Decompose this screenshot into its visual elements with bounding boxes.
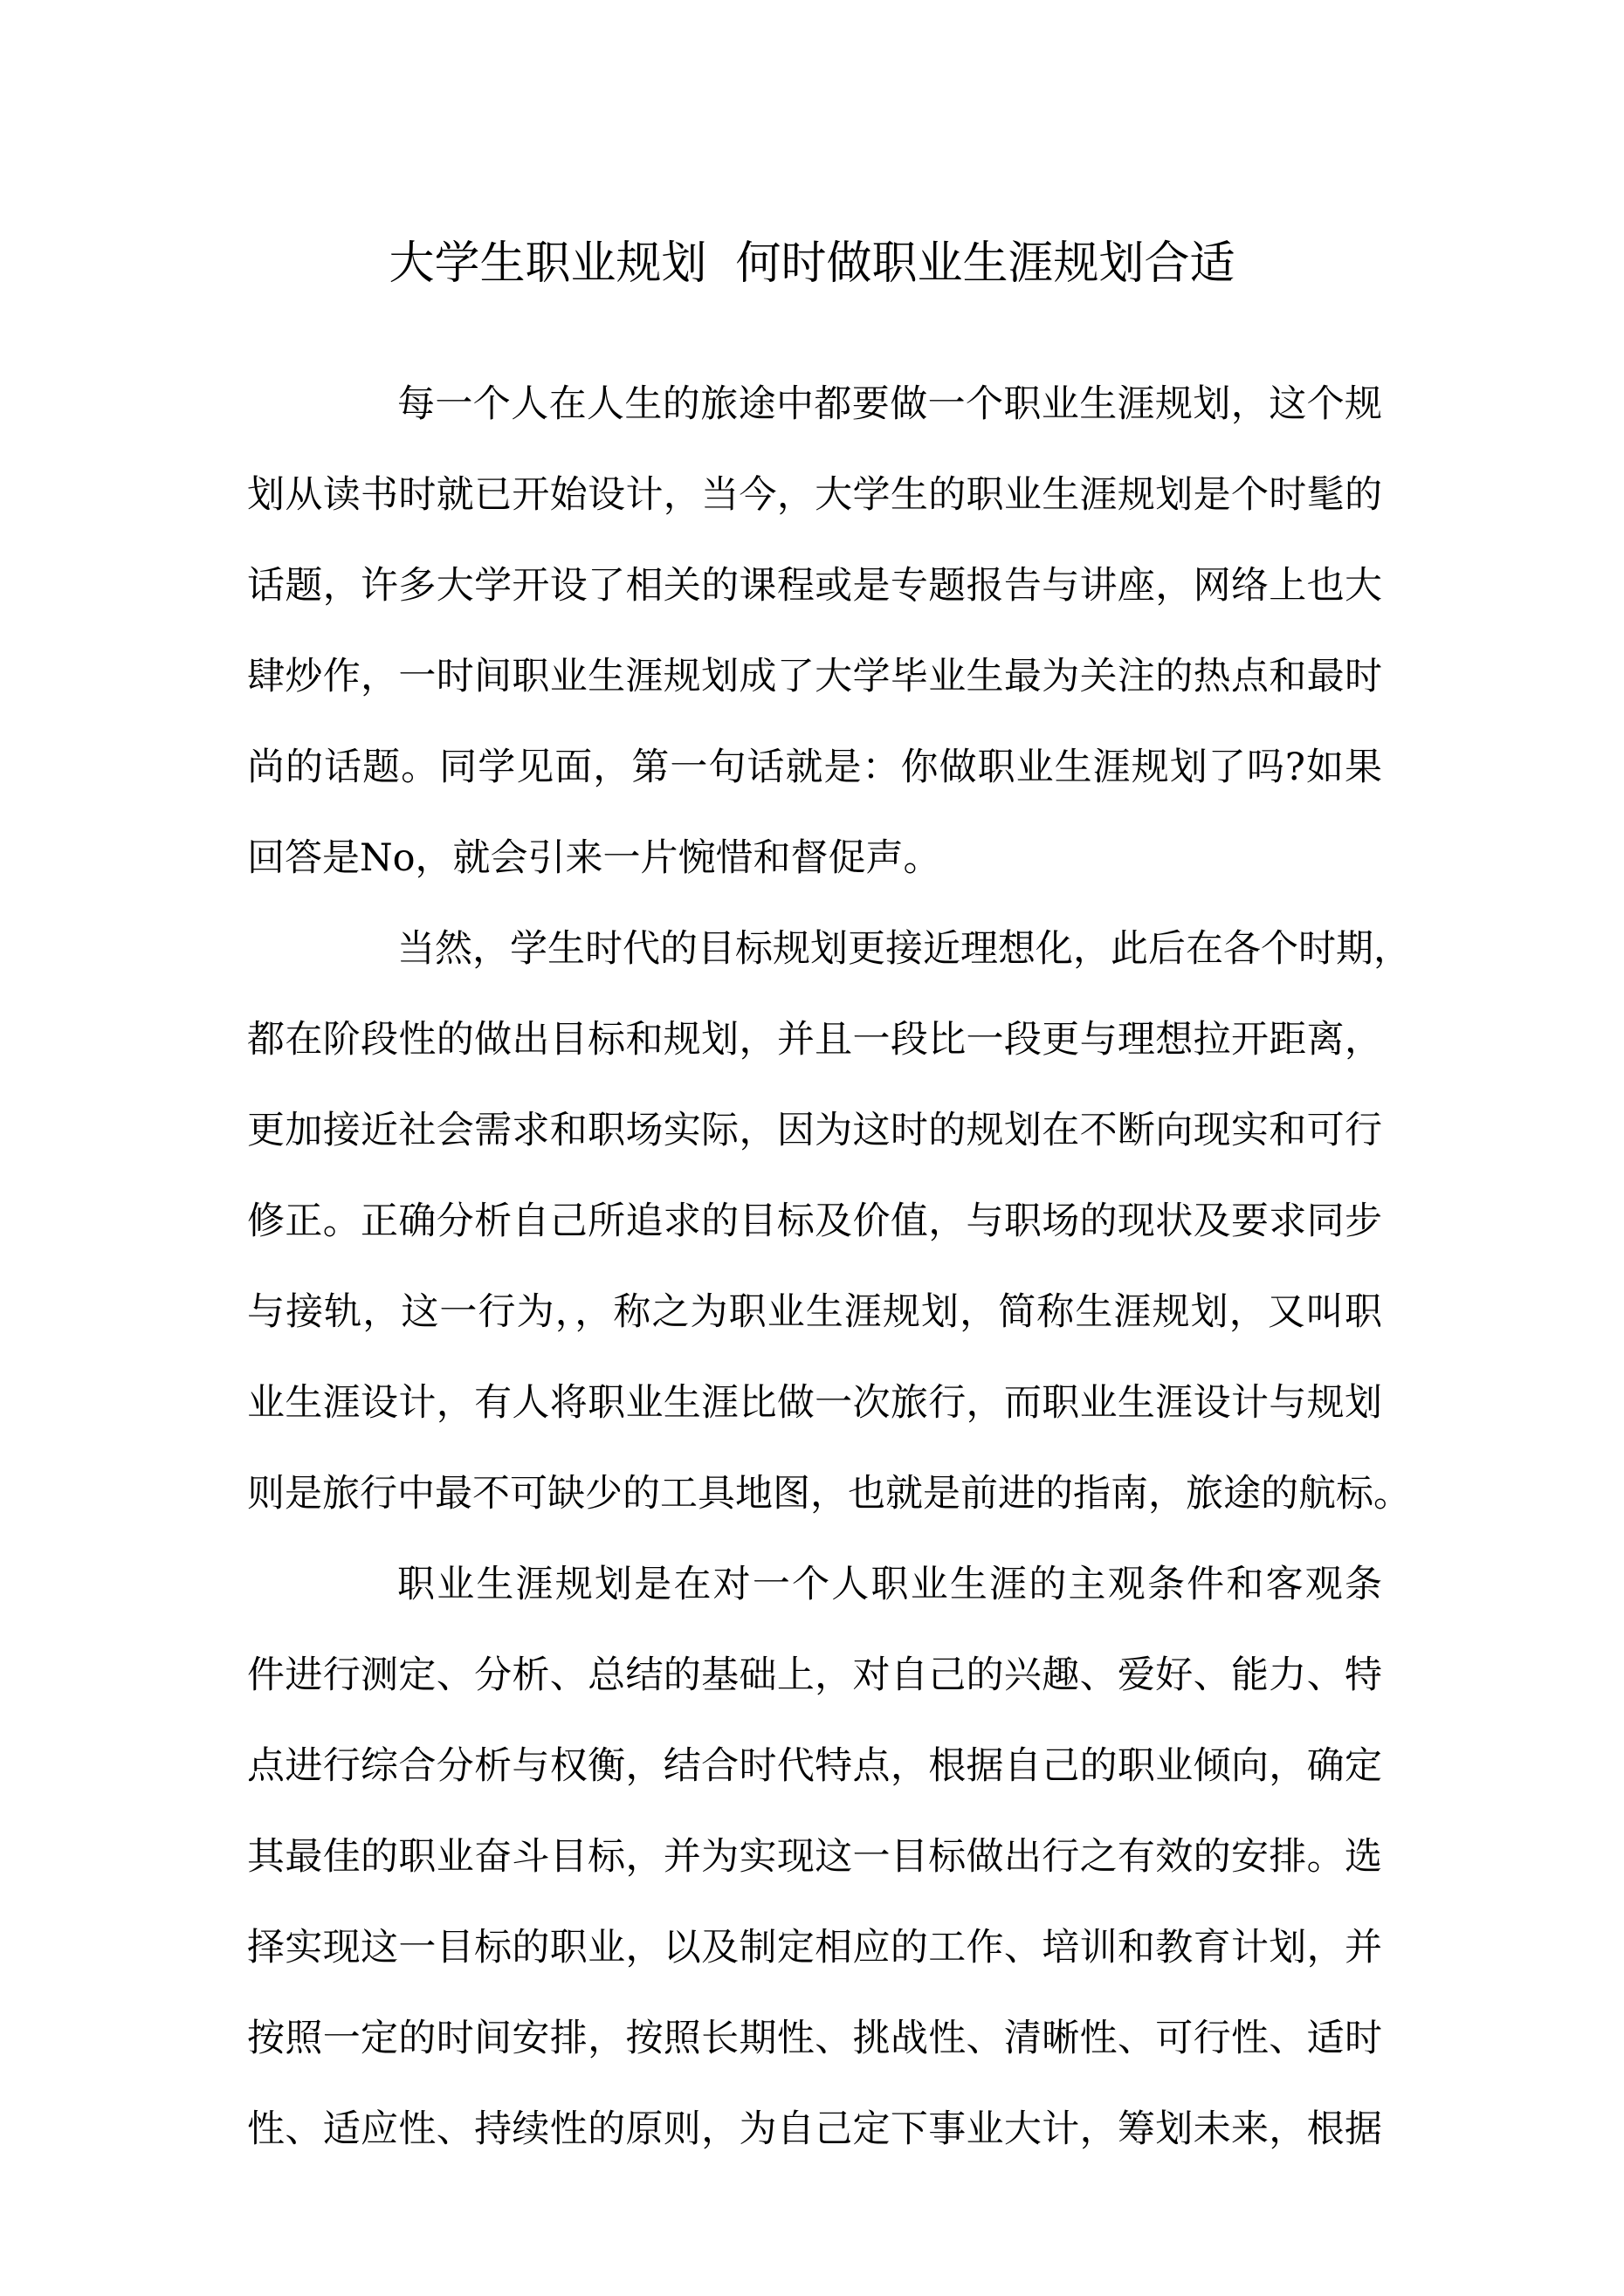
paragraph-3-line-2: 件进行测定、分析、总结的基础上，对自己的兴趣、爱好、能力、特 <box>247 1653 1382 1697</box>
paragraph-2-line-6: 业生涯设计，有人将职业生涯比做一次旅行，而职业生涯设计与规划 <box>247 1381 1382 1425</box>
paragraph-2-line-2: 都在阶段性的做出目标和规划，并且一段比一段更与理想拉开距离， <box>247 1018 1382 1062</box>
paragraph-2-line-3: 更加接近社会需求和职场实际，因为这时的规划在不断向现实和可行 <box>247 1109 1382 1152</box>
paragraph-3-line-7: 性、适应性、持续性的原则，为自己定下事业大计，筹划未来，根据 <box>247 2107 1382 2151</box>
paragraph-2-line-1: 当然，学生时代的目标规划更接近理想化，此后在各个时期， <box>397 927 1411 971</box>
paragraph-2-line-7: 则是旅行中最不可缺少的工具地图，也就是前进的指南，旅途的航标。 <box>247 1472 1411 1516</box>
paragraph-3-line-3: 点进行综合分析与权衡，结合时代特点，根据自己的职业倾向，确定 <box>247 1744 1382 1788</box>
paragraph-3-line-1: 职业生涯规划是在对一个人职业生涯的主观条件和客观条 <box>397 1563 1382 1606</box>
paragraph-1-line-2: 划从读书时就已开始设计，当今，大学生的职业生涯规划是个时髦的 <box>247 473 1382 517</box>
paragraph-3-line-6: 按照一定的时间安排，按照长期性、挑战性、清晰性、可行性、适时 <box>247 2017 1382 2060</box>
paragraph-1-line-4: 肆炒作，一时间职业生涯规划成了大学毕业生最为关注的热点和最时 <box>247 655 1382 698</box>
paragraph-3-line-4: 其最佳的职业奋斗目标，并为实现这一目标做出行之有效的安排。选 <box>247 1835 1382 1879</box>
paragraph-2-line-4: 修正。正确分析自己所追求的目标及价值，与职场的现状及要求同步 <box>247 1200 1382 1243</box>
paragraph-1-line-1: 每一个人在人生的旅途中都要做一个职业生涯规划，这个规 <box>397 382 1382 426</box>
document-title: 大学生职业规划 何时做职业生涯规划合适 <box>389 237 1235 290</box>
paragraph-1-line-5: 尚的话题。同学见面，第一句话就是：你做职业生涯规划了吗?如果 <box>247 746 1382 789</box>
paragraph-1-line-3: 话题，许多大学开设了相关的课程或是专题报告与讲座，网络上也大 <box>247 564 1382 608</box>
paragraph-1-line-6: 回答是No，就会引来一片惋惜和督促声。 <box>247 836 941 880</box>
paragraph-2-line-5: 与接轨，这一行为，，称之为职业生涯规划，简称生涯规划，又叫职 <box>247 1290 1382 1334</box>
paragraph-3-line-5: 择实现这一目标的职业，以及制定相应的工作、培训和教育计划，并 <box>247 1926 1382 1969</box>
